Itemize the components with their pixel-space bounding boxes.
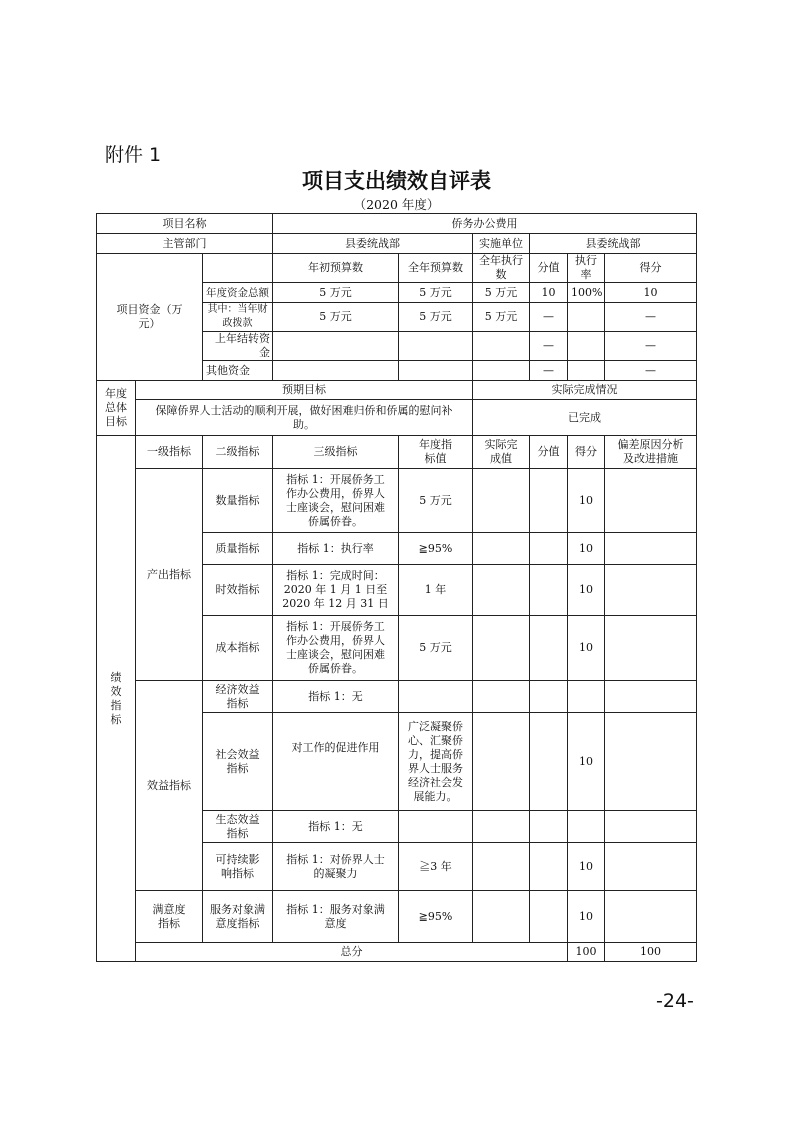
total-got: 100 (605, 943, 697, 962)
funds-row-label: 上年结转资金 (203, 332, 273, 361)
funds-rate (568, 332, 605, 361)
funds-rate: 100% (568, 283, 605, 303)
indicator-reason (605, 565, 697, 616)
funds-row-label: 其他资金 (203, 361, 273, 381)
indicator-got: 10 (568, 616, 605, 681)
funds-col-score: 分值 (530, 254, 568, 283)
indicator-reason (605, 533, 697, 565)
funds-score: 10 (530, 283, 568, 303)
goals-content-row (97, 400, 697, 436)
satisfaction-indicators-label: 满意度指标 (136, 891, 203, 943)
funds-col-full: 全年预算数 (399, 254, 473, 283)
department-row (97, 234, 697, 254)
evaluation-table (96, 213, 697, 962)
department-value: 县委统战部 (273, 234, 473, 254)
funds-initial: 5 万元 (273, 283, 399, 303)
goals-expected: 保障侨界人士活动的顺利开展，做好困难归侨和侨属的慰问补助。 (136, 400, 473, 436)
indicator-l3: 指标 1：服务对象满意度 (273, 891, 399, 943)
funds-exec (473, 361, 530, 381)
indicators-col-l3: 三级指标 (273, 436, 399, 469)
indicator-got (568, 681, 605, 713)
indicator-score (530, 681, 568, 713)
funds-got: — (605, 303, 697, 332)
indicator-l2: 社会效益指标 (203, 713, 273, 811)
indicator-reason (605, 616, 697, 681)
indicators-col-l1: 一级指标 (136, 436, 203, 469)
funds-score: — (530, 332, 568, 361)
page-title: 项目支出绩效自评表 (302, 169, 491, 193)
goals-actual: 已完成 (473, 400, 697, 436)
indicator-score (530, 811, 568, 843)
indicator-reason (605, 469, 697, 533)
implementing-unit-label: 实施单位 (473, 234, 530, 254)
indicator-reason (605, 843, 697, 891)
indicator-got: 10 (568, 533, 605, 565)
page-subtitle: （2020 年度） (353, 197, 440, 212)
output-indicators-label: 产出指标 (136, 469, 203, 681)
indicator-got: 10 (568, 565, 605, 616)
indicators-col-reason: 偏差原因分析及改进措施 (605, 436, 697, 469)
indicators-col-actual: 实际完成值 (473, 436, 530, 469)
funds-exec: 5 万元 (473, 283, 530, 303)
funds-score: — (530, 361, 568, 381)
indicator-l3: 指标 1：无 (273, 811, 399, 843)
indicator-target: 5 万元 (399, 616, 473, 681)
indicator-actual (473, 811, 530, 843)
indicator-row (97, 891, 697, 943)
indicator-score (530, 565, 568, 616)
total-row (97, 943, 697, 962)
funds-col-initial: 年初预算数 (273, 254, 399, 283)
benefit-indicators-label: 效益指标 (136, 681, 203, 891)
implementing-unit-value: 县委统战部 (530, 234, 697, 254)
funds-col-rate: 执行率 (568, 254, 605, 283)
indicator-l3: 指标 1：无 (273, 681, 399, 713)
funds-header-row (97, 254, 697, 283)
project-name-value: 侨务办公费用 (273, 214, 697, 234)
goals-expected-header: 预期目标 (136, 381, 473, 400)
project-name-row (97, 214, 697, 234)
goals-actual-header: 实际完成情况 (473, 381, 697, 400)
indicator-score (530, 843, 568, 891)
funds-full: 5 万元 (399, 283, 473, 303)
indicator-target (399, 811, 473, 843)
indicator-l2: 数量指标 (203, 469, 273, 533)
funds-got: — (605, 332, 697, 361)
indicator-l2: 可持续影响指标 (203, 843, 273, 891)
indicator-target: 广泛凝聚侨心、汇聚侨力，提高侨界人士服务经济社会发展能力。 (399, 713, 473, 811)
indicator-l3: 对工作的促进作用 (273, 713, 399, 811)
indicators-col-target: 年度指标值 (399, 436, 473, 469)
department-label: 主管部门 (97, 234, 273, 254)
indicator-got: 10 (568, 843, 605, 891)
total-score: 100 (568, 943, 605, 962)
funds-rate (568, 303, 605, 332)
indicators-col-l2: 二级指标 (203, 436, 273, 469)
indicator-actual (473, 681, 530, 713)
indicator-got: 10 (568, 891, 605, 943)
indicator-l3: 指标 1：执行率 (273, 533, 399, 565)
funds-full: 5 万元 (399, 303, 473, 332)
indicator-score (530, 533, 568, 565)
indicator-reason (605, 713, 697, 811)
page-number: -24- (656, 990, 694, 1012)
indicators-header-row (97, 436, 697, 469)
goals-header-row (97, 381, 697, 400)
indicator-l3: 指标 1：开展侨务工作办公费用，侨界人士座谈会，慰问困难侨属侨眷。 (273, 616, 399, 681)
funds-full (399, 361, 473, 381)
indicator-l3: 指标 1：开展侨务工作办公费用，侨界人士座谈会，慰问困难侨属侨眷。 (273, 469, 399, 533)
indicators-col-got: 得分 (568, 436, 605, 469)
indicator-got: 10 (568, 713, 605, 811)
indicator-target: ≧3 年 (399, 843, 473, 891)
funds-got: 10 (605, 283, 697, 303)
indicator-target: 1 年 (399, 565, 473, 616)
indicator-actual (473, 616, 530, 681)
indicator-actual (473, 533, 530, 565)
funds-full (399, 332, 473, 361)
indicator-l3: 指标 1：对侨界人士的凝聚力 (273, 843, 399, 891)
indicator-target: 5 万元 (399, 469, 473, 533)
funds-exec: 5 万元 (473, 303, 530, 332)
indicator-row (97, 681, 697, 713)
indicator-score (530, 713, 568, 811)
project-name-label: 项目名称 (97, 214, 273, 234)
indicator-l2: 服务对象满意度指标 (203, 891, 273, 943)
indicator-score (530, 469, 568, 533)
funds-initial: 5 万元 (273, 303, 399, 332)
funds-initial (273, 361, 399, 381)
indicator-got: 10 (568, 469, 605, 533)
indicator-l3: 指标 1：完成时间：2020 年 1 月 1 日至 2020 年 12 月 31 日 (273, 565, 399, 616)
indicator-score (530, 891, 568, 943)
indicators-col-score: 分值 (530, 436, 568, 469)
funds-exec (473, 332, 530, 361)
goals-label: 年度总体目标 (97, 381, 136, 436)
funds-label: 项目资金（万元） (97, 254, 203, 381)
funds-initial (273, 332, 399, 361)
indicator-reason (605, 891, 697, 943)
indicator-got (568, 811, 605, 843)
indicator-actual (473, 843, 530, 891)
indicator-l2: 时效指标 (203, 565, 273, 616)
indicator-target: ≧95% (399, 533, 473, 565)
annex-label: 附件 1 (105, 144, 162, 166)
indicator-l2: 经济效益指标 (203, 681, 273, 713)
indicator-target (399, 681, 473, 713)
indicator-l2: 生态效益指标 (203, 811, 273, 843)
funds-col-got: 得分 (605, 254, 697, 283)
funds-score: — (530, 303, 568, 332)
funds-got: — (605, 361, 697, 381)
funds-row-label: 其中：当年财政拨款 (203, 303, 273, 332)
indicator-row (97, 469, 697, 533)
total-label: 总分 (136, 943, 568, 962)
funds-col-exec: 全年执行数 (473, 254, 530, 283)
indicator-reason (605, 811, 697, 843)
indicator-l2: 质量指标 (203, 533, 273, 565)
indicator-actual (473, 565, 530, 616)
indicator-actual (473, 713, 530, 811)
indicator-score (530, 616, 568, 681)
indicator-l2: 成本指标 (203, 616, 273, 681)
indicator-actual (473, 891, 530, 943)
indicator-actual (473, 469, 530, 533)
indicator-reason (605, 681, 697, 713)
indicator-target: ≧95% (399, 891, 473, 943)
funds-row-label: 年度资金总额 (203, 283, 273, 303)
funds-rate (568, 361, 605, 381)
indicators-label: 绩效指标 (97, 436, 136, 962)
